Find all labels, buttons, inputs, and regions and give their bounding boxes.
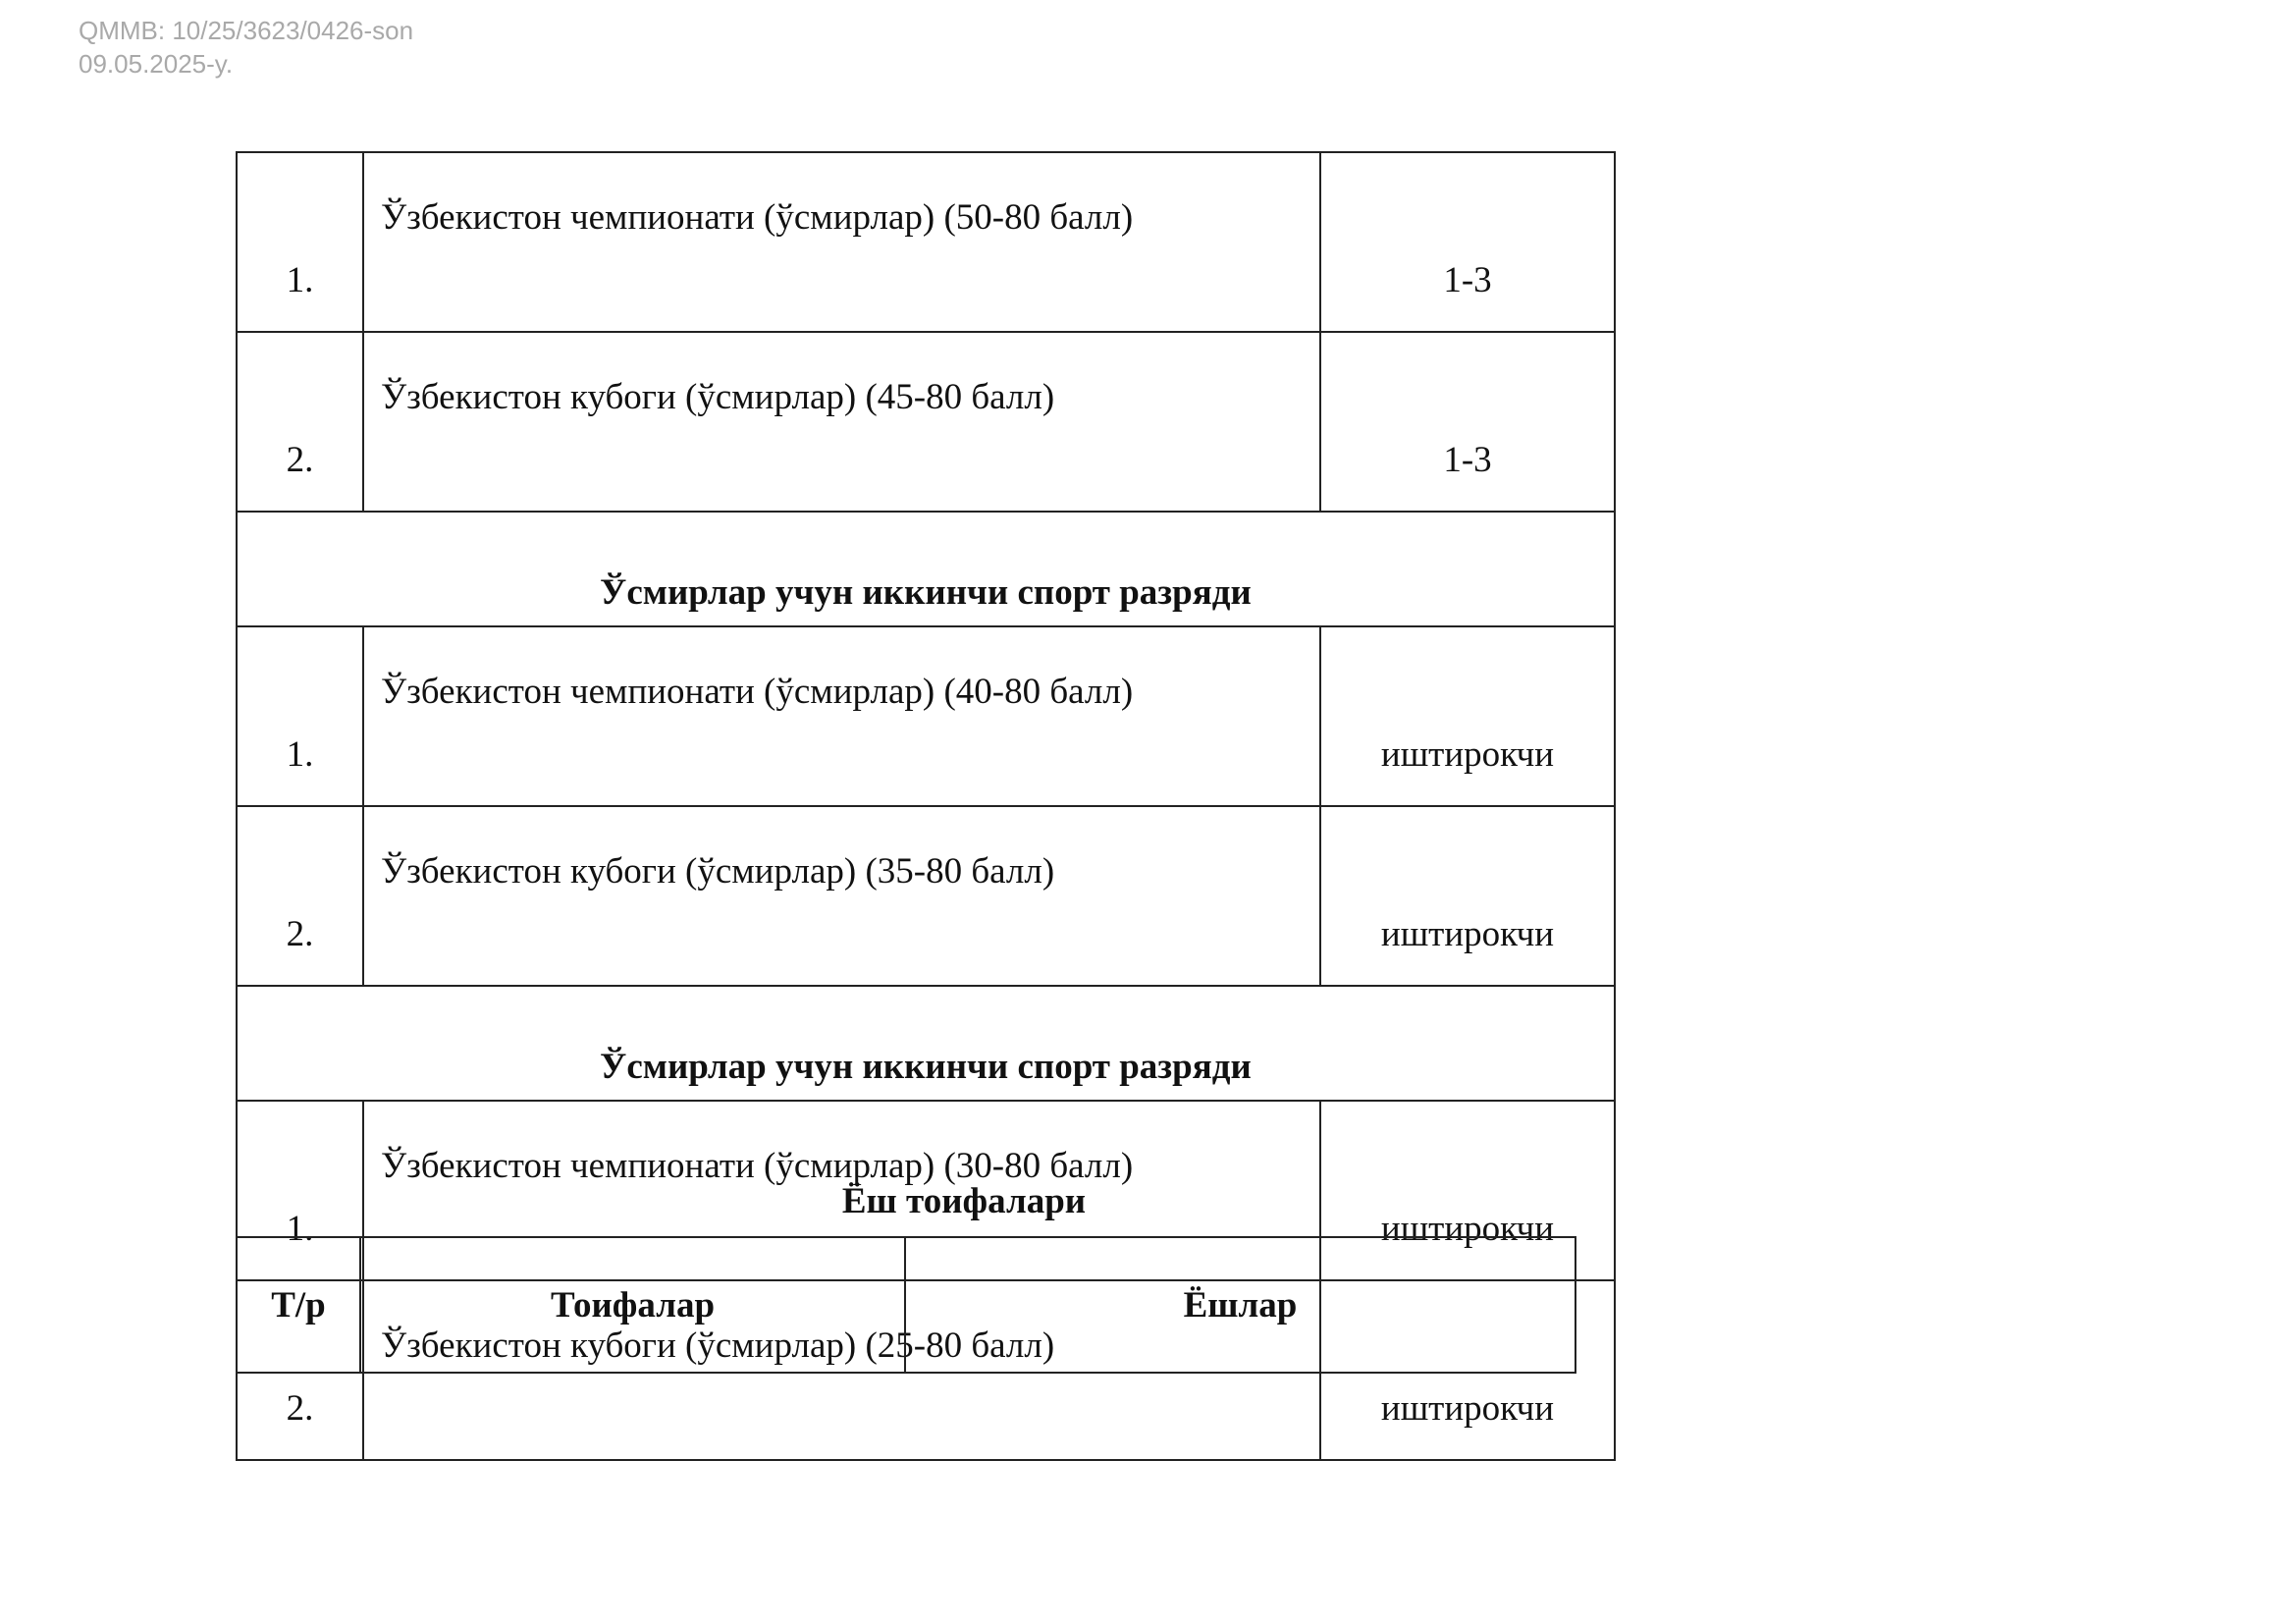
table-row xyxy=(237,806,1615,986)
competition-name: Ўзбекистон кубоги (ўсмирлар) (35-80 балл) xyxy=(363,806,1320,986)
competition-place: 1-3 xyxy=(1320,332,1615,512)
table-row xyxy=(237,626,1615,806)
row-number: 1. xyxy=(237,152,363,332)
competition-name: Ўзбекистон чемпионати (ўсмирлар) (30-80 балл) xyxy=(363,1101,1320,1280)
header-categories: Тоифалар xyxy=(360,1237,905,1373)
table-row xyxy=(237,152,1615,332)
row-number: 2. xyxy=(237,1280,363,1460)
age-categories-table xyxy=(236,1236,1576,1374)
competition-name: Ўзбекистон кубоги (ўсмирлар) (45-80 балл) xyxy=(363,332,1320,512)
competition-place: 1-3 xyxy=(1320,152,1615,332)
row-number: 1. xyxy=(237,626,363,806)
registry-date: 09.05.2025-y. xyxy=(79,49,234,79)
age-categories-title: Ёш тоифалари xyxy=(841,1181,1087,1221)
header-ages: Ёшлар xyxy=(905,1237,1575,1373)
header-number: Т/р xyxy=(237,1237,360,1373)
competition-place: иштирокчи xyxy=(1320,1101,1615,1280)
table-row xyxy=(237,332,1615,512)
section-title: Ўсмирлар учун иккинчи спорт разряди xyxy=(237,986,1615,1101)
row-number: 1. xyxy=(237,1101,363,1280)
registry-stamp xyxy=(79,14,413,81)
section-heading-row xyxy=(237,512,1615,626)
competition-name: Ўзбекистон кубоги (ўсмирлар) (25-80 балл) xyxy=(363,1280,1320,1460)
competition-name: Ўзбекистон чемпионати (ўсмирлар) (50-80 балл) xyxy=(363,152,1320,332)
competition-name: Ўзбекистон чемпионати (ўсмирлар) (40-80 балл) xyxy=(363,626,1320,806)
competition-place: иштирокчи xyxy=(1320,626,1615,806)
row-number: 2. xyxy=(237,806,363,986)
registry-number: QMMB: 10/25/3623/0426-son xyxy=(79,16,414,45)
section-heading-row xyxy=(237,986,1615,1101)
competition-place: иштирокчи xyxy=(1320,806,1615,986)
competition-place: иштирокчи xyxy=(1320,1280,1615,1460)
section-title: Ўсмирлар учун иккинчи спорт разряди xyxy=(237,512,1615,626)
table-header-row xyxy=(237,1237,1575,1373)
row-number: 2. xyxy=(237,332,363,512)
